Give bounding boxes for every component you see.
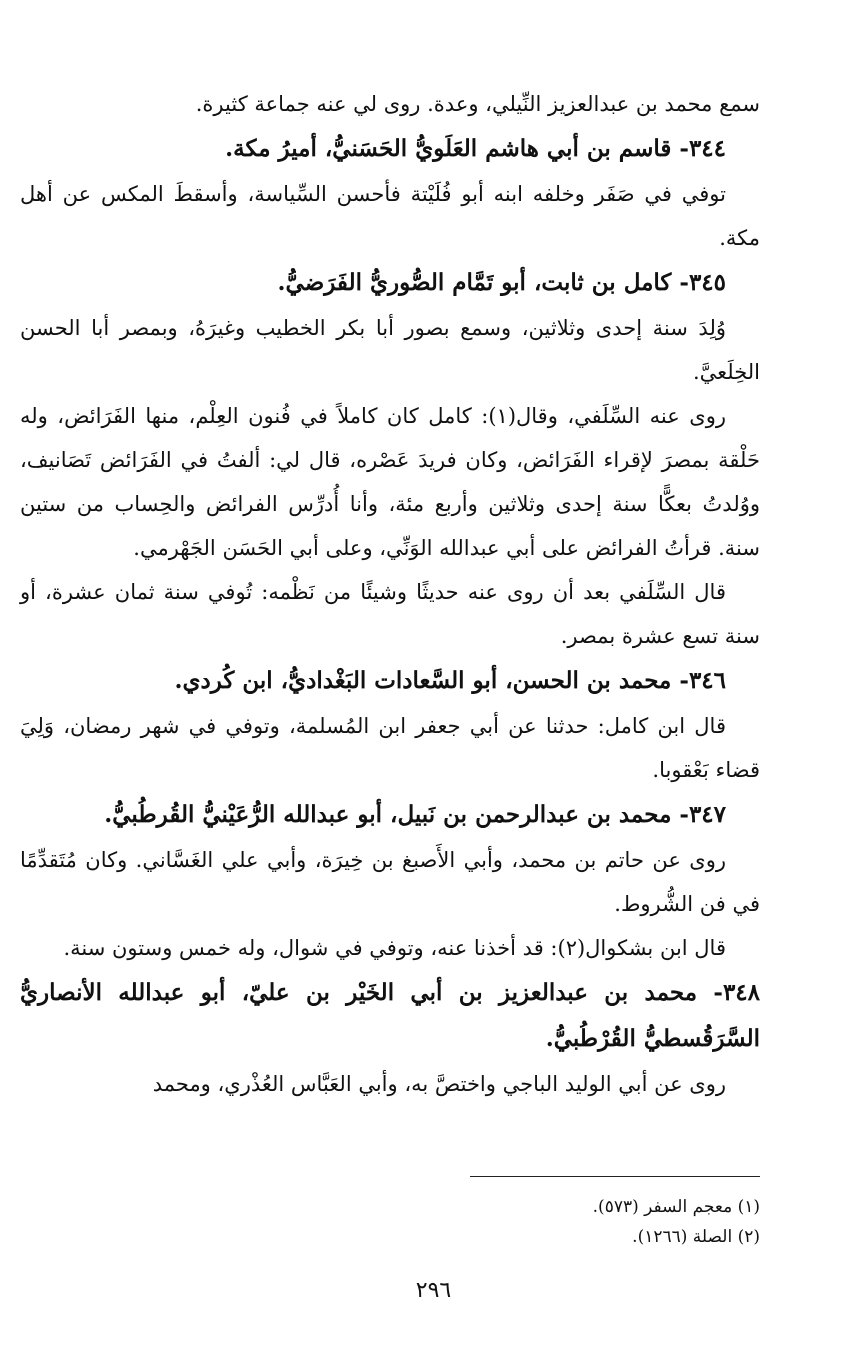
paragraph: سمع محمد بن عبدالعزيز النِّيلي، وعدة. روى لي عنه جماعة كثيرة. [195,92,760,116]
page-number: ٢٩٦ [415,1278,452,1303]
entry-heading-346: ٣٤٦- محمد بن الحسن، أبو السَّعادات البَغْداديُّ، ابن كُردي. [174,667,726,694]
footnote-2: (٢) الصلة (١٢٦٦). [632,1227,760,1247]
paragraph: روى عنه السِّلَفي، وقال(١): كامل كان كاملاً في فُنون العِلْم، منها الفَرَائض، وله حَلْقة بمصرَ لإقراء الفَرَائض، وكان فريدَ عَصْره، قال لي: ألفتُ في الفَرَائض تَصَانيف، ووُلدتُ بعكًّا سنة إحدى وثلاثين وأربع مئة، وأنا أُدرِّس الفرائض والحِساب من ستين سنة. قرأتُ الفرائض على أبي عبدالله الوَنِّي، وعلى أبي الحَسَن الجَهْرمي. [20,404,760,560]
paragraph: وُلِدَ سنة إحدى وثلاثين، وسمع بصور أبا بكر الخطيب وغيرَهُ، وبمصر أبا الحسن الخِلَعيَّ. [20,316,760,384]
entry-heading-347: ٣٤٧- محمد بن عبدالرحمن بن نَبيل، أبو عبدالله الرُّعَيْنيُّ القُرطُبيُّ. [104,801,726,828]
paragraph: قال السِّلَفي بعد أن روى عنه حديثًا وشيئًا من نَظْمه: تُوفي سنة ثمان عشرة، أو سنة تسع عشرة بمصر. [20,580,760,648]
page-body [20,82,760,1106]
paragraph: توفي في صَفَر وخلفه ابنه أبو فُلَيْتة فأحسن السِّياسة، وأسقطَ المكس عن أهل مكة. [20,182,760,250]
paragraph: قال ابن كامل: حدثنا عن أبي جعفر ابن المُسلمة، وتوفي في شهر رمضان، وَلِيَ قضاء بَعْقوبا. [20,714,760,782]
footnote-1: (١) معجم السفر (٥٧٣). [592,1197,760,1217]
paragraph: روى عن أبي الوليد الباجي واختصَّ به، وأبي العَبَّاس العُذْري، ومحمد [152,1072,726,1096]
paragraph: روى عن حاتم بن محمد، وأبي الأَصبغ بن خِيرَة، وأبي علي الغَسَّاني. وكان مُتَقدِّمًا في فن الشُّروط. [20,848,760,916]
footnotes [400,1192,760,1252]
paragraph: قال ابن بشكوال(٢): قد أخذنا عنه، وتوفي في شوال، وله خمس وستون سنة. [63,936,726,960]
footnote-divider [470,1176,760,1177]
entry-heading-344: ٣٤٤- قاسم بن أبي هاشم العَلَويُّ الحَسَنيُّ، أميرُ مكة. [225,135,726,162]
entry-heading-348: ٣٤٨- محمد بن عبدالعزيز بن أبي الخَيْر بن عليّ، أبو عبدالله الأنصاريُّ السَّرَقُسطيُّ القُرْطُبيُّ. [20,979,760,1052]
entry-heading-345: ٣٤٥- كامل بن ثابت، أبو تَمَّام الصُّوريُّ الفَرَضيُّ. [277,269,726,296]
